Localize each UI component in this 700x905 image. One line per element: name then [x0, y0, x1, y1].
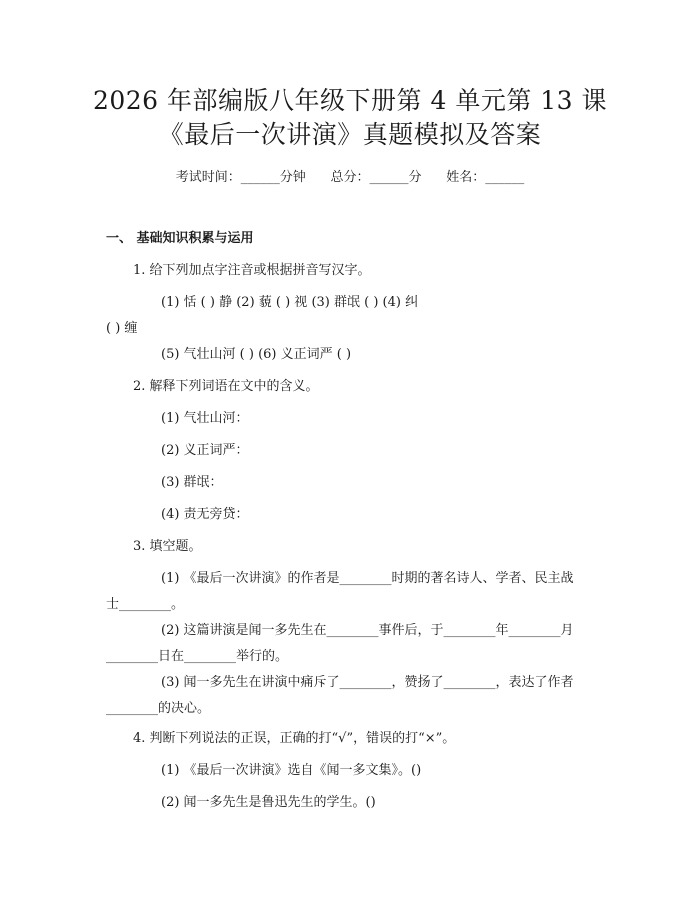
question-3-stem: 3. 填空题。 — [133, 539, 202, 554]
question-2-item: (4) 责无旁贷： — [161, 507, 249, 522]
question-3-part1-line1: (1) 《最后一次讲演》的作者是________时期的著名诗人、学者、民主战 — [161, 571, 574, 586]
question-1-row2: (5) 气壮山河 ( ) (6) 义正词严 ( ) — [161, 347, 352, 362]
question-2-stem: 2. 解释下列词语在文中的含义。 — [133, 379, 319, 394]
question-1-row1: (1) 恬 ( ) 静 (2) 藐 ( ) 视 (3) 群氓 ( ) (4) 纠 — [161, 295, 419, 310]
question-3-part3-line2: ________的决心。 — [106, 701, 211, 716]
question-2-item: (1) 气壮山河： — [161, 411, 249, 426]
section-heading: 一、 基础知识积累与运用 — [106, 231, 254, 246]
question-3-part1-line2: 士________。 — [106, 597, 185, 612]
question-1-row1-continued: ( ) 缠 — [106, 321, 138, 336]
document-title-line2: 《最后一次讲演》真题模拟及答案 — [158, 120, 542, 149]
question-3-part3-line1: (3) 闻一多先生在讲演中痛斥了________，赞扬了________，表达了作者 — [161, 675, 574, 690]
question-2-item: (3) 群氓： — [161, 475, 223, 490]
question-4-stem: 4. 判断下列说法的正误，正确的打“√”，错误的打“×”。 — [133, 731, 456, 746]
question-1-stem: 1. 给下列加点字注音或根据拼音写汉字。 — [133, 263, 371, 278]
question-2-item: (2) 义正词严： — [161, 443, 249, 458]
question-4-item: (2) 闻一多先生是鲁迅先生的学生。() — [161, 795, 376, 810]
document-title-line1: 2026 年部编版八年级下册第 4 单元第 13 课 — [92, 86, 608, 115]
question-3-part2-line1: (2) 这篇讲演是闻一多先生在________事件后，于________年________月 — [161, 623, 574, 638]
question-4-item: (1) 《最后一次讲演》选自《闻一多文集》。() — [161, 763, 422, 778]
question-3-part2-line2: ________日在________举行的。 — [106, 649, 289, 664]
exam-info: 考试时间：______分钟 总分：______分 姓名：______ — [175, 170, 525, 185]
